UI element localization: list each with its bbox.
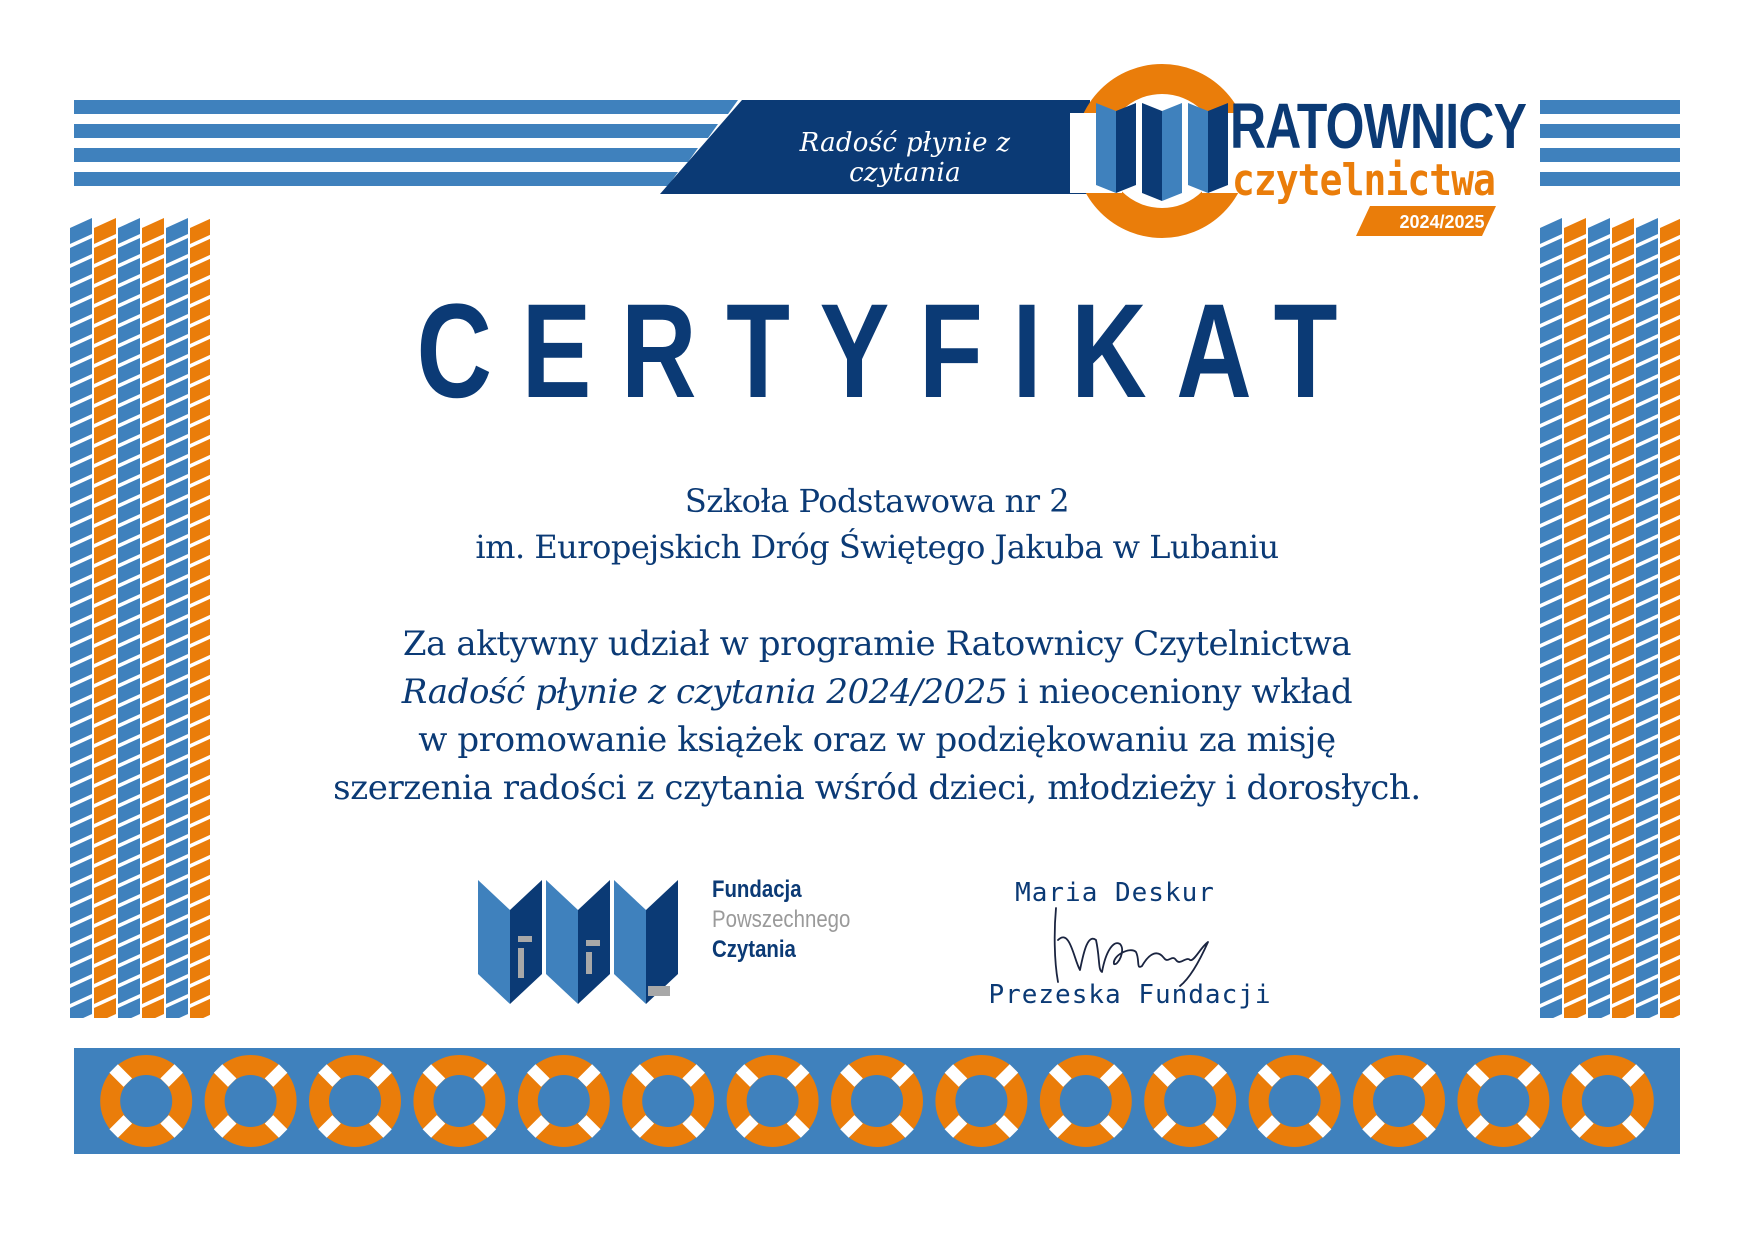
recipient-line-2: im. Europejskich Dróg Świętego Jakuba w Lubaniu (475, 528, 1279, 566)
handwritten-signature (1040, 900, 1240, 990)
braid-column (70, 218, 92, 1018)
right-chevron-braid (1540, 218, 1680, 1018)
braid-column (142, 218, 164, 1018)
braid-column (190, 218, 210, 1018)
foundation-name-line-2: Powszechnego (712, 906, 851, 933)
program-name: Radość płynie z czytania 2024/2025 (401, 672, 1008, 712)
foundation-name-line-3: Czytania (712, 936, 796, 963)
left-chevron-braid (70, 218, 210, 1018)
brand-ratownicy: RATOWNICY (1230, 90, 1527, 162)
year-label: 2024/2025 (1399, 212, 1485, 232)
top-left-stripes (0, 0, 760, 200)
body-line-3: w promowanie książek oraz w podziękowaniu za misję (418, 720, 1336, 760)
braid-column (94, 218, 116, 1018)
certificate-title: CERTYFIKAT (416, 277, 1368, 426)
braid-column (118, 218, 140, 1018)
signatory-role: Prezeska Fundacji (988, 980, 1272, 1010)
braid-column (1564, 218, 1586, 1018)
body-line-2-rest: i nieoceniony wkład (1007, 672, 1353, 712)
recipient-line-1: Szkoła Podstawowa nr 2 (684, 482, 1070, 520)
braid-column (1540, 218, 1562, 1018)
body-line-1: Za aktywny udział w programie Ratownicy Czytelnictwa (402, 624, 1352, 664)
body-line-2 (200, 668, 1554, 716)
fpc-logo-icon (478, 880, 700, 1004)
ratownicy-logo-emblem (1070, 58, 1250, 248)
brand-czytelnictwa: czytelnictwa (1232, 155, 1496, 206)
foundation-name-line-1: Fundacja (712, 876, 802, 903)
braid-column (166, 218, 188, 1018)
bottom-lifebuoy-band (74, 1048, 1680, 1154)
top-right-stripes (1540, 0, 1754, 200)
slogan-text: Radość płynie z czytania (799, 128, 1011, 188)
braid-column (1660, 218, 1680, 1018)
braid-column (1612, 218, 1634, 1018)
braid-column (1636, 218, 1658, 1018)
body-line-4: szerzenia radości z czytania wśród dzieci, młodzieży i dorosłych. (333, 768, 1421, 808)
signatory-name: Maria Deskur (1015, 878, 1215, 908)
braid-column (1588, 218, 1610, 1018)
